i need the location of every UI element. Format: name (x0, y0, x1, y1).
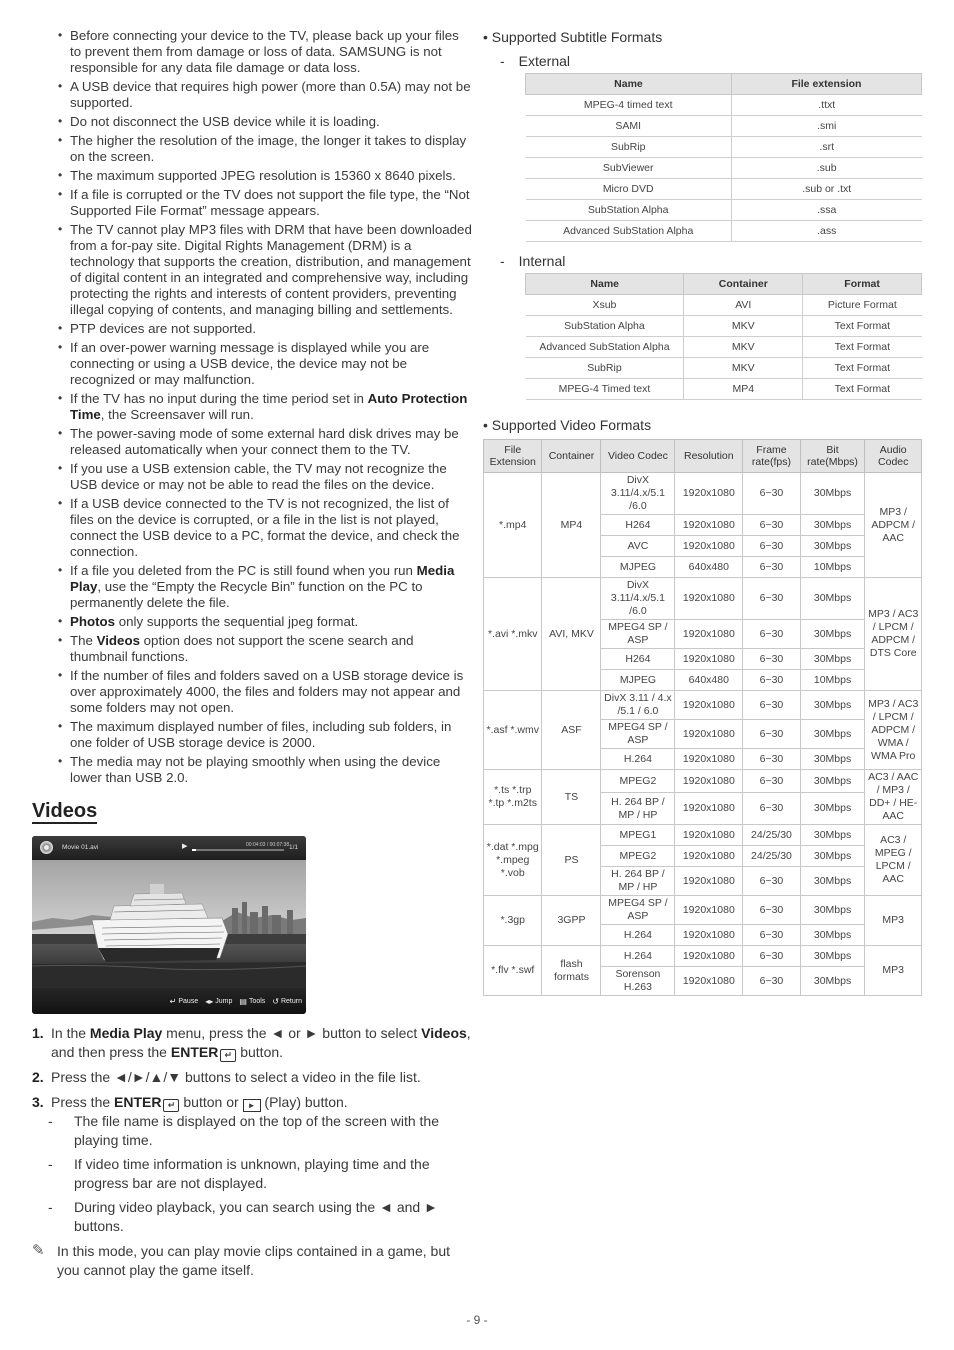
frame-rate-cell: 6~30 (743, 557, 800, 578)
enter-icon: ↵ (163, 1099, 179, 1112)
column-header: Resolution (675, 440, 743, 473)
table-cell: SubStation Alpha (526, 316, 684, 337)
table-cell: Text Format (803, 379, 922, 400)
frame-rate-cell: 24/25/30 (743, 825, 800, 846)
note-text: The maximum displayed number of files, including sub folders, in one folder of USB storage device is 2000. (70, 719, 452, 750)
video-codec-cell: MPEG4 SP / ASP (601, 720, 675, 749)
video-codec-cell: MPEG1 (601, 825, 675, 846)
table-row (526, 316, 922, 337)
bit-rate-cell: 30Mbps (800, 946, 865, 967)
table-cell: MPEG-4 Timed text (526, 379, 684, 400)
note-item (32, 28, 472, 76)
step-text: (Play) button. (260, 1094, 348, 1110)
note-text: If a USB device connected to the TV is not recognized, the list of files on the device is corrupted, or a file in the list is not played, connect the USB device to a PC, format the device, and check the connection. (70, 496, 460, 559)
video-codec-cell: MJPEG (601, 670, 675, 691)
note-item (32, 114, 472, 130)
video-codec-cell: MJPEG (601, 557, 675, 578)
table-cell: MKV (684, 316, 803, 337)
player-time: 00:04:03 / 00:07:38 (246, 842, 290, 848)
bit-rate-cell: 30Mbps (800, 649, 865, 670)
note-text: If the number of files and folders saved on a USB storage device is over approximately 4000, the files and folders may not appear and some folders may not open. (70, 668, 464, 715)
step-number: 3. (32, 1094, 44, 1110)
table-cell: Picture Format (803, 295, 922, 316)
note-item (32, 340, 472, 388)
note-text: The maximum supported JPEG resolution is 15360 x 8640 pixels. (70, 168, 456, 183)
table-cell: Text Format (803, 337, 922, 358)
column-header: Name (526, 74, 732, 95)
resolution-cell: 640x480 (675, 557, 743, 578)
table-cell: .sub (731, 158, 921, 179)
enter-button-name: ENTER (114, 1094, 162, 1110)
note-item (32, 222, 472, 318)
internal-subtitle-label: - Internal (500, 253, 566, 269)
table-cell: AVI (684, 295, 803, 316)
note-item (32, 719, 472, 751)
frame-rate-cell: 6~30 (743, 946, 800, 967)
frame-rate-cell: 6~30 (743, 670, 800, 691)
bit-rate-cell: 30Mbps (800, 578, 865, 620)
control-label: Jump (215, 997, 233, 1005)
resolution-cell: 1920x1080 (675, 691, 743, 720)
table-row (526, 137, 922, 158)
note-item (32, 754, 472, 786)
note-text: Do not disconnect the USB device while it is loading. (70, 114, 380, 129)
note-text: If the TV has no input during the time period set in (70, 391, 368, 406)
enter-icon: ↵ (220, 1049, 236, 1062)
video-codec-cell: H264 (601, 649, 675, 670)
bit-rate-cell: 30Mbps (800, 825, 865, 846)
player-controls-bar (32, 988, 306, 1014)
left-column (32, 28, 472, 1280)
detail-item: - During video playback, you can search using the ◄ and ► buttons. (51, 1198, 472, 1236)
column-header: Name (526, 274, 684, 295)
bit-rate-cell: 10Mbps (800, 670, 865, 691)
table-row (526, 158, 922, 179)
file-extension-cell: *.avi *.mkv (484, 578, 542, 691)
column-header: Container (542, 440, 601, 473)
note-item (32, 426, 472, 458)
video-player-screenshot (32, 836, 306, 1014)
note-item (32, 133, 472, 165)
table-cell: SubRip (526, 137, 732, 158)
note-text: The higher the resolution of the image, the longer it takes to display on the screen. (70, 133, 467, 164)
resolution-cell: 1920x1080 (675, 536, 743, 557)
player-top-bar (32, 836, 306, 860)
pencil-note-icon: ✎ (32, 1242, 45, 1259)
note-item (32, 187, 472, 219)
table-row (526, 295, 922, 316)
play-icon: ▶ (182, 843, 188, 850)
resolution-cell: 640x480 (675, 670, 743, 691)
bit-rate-cell: 10Mbps (800, 557, 865, 578)
table-cell: Text Format (803, 358, 922, 379)
bit-rate-cell: 30Mbps (800, 925, 865, 946)
table-cell: Micro DVD (526, 179, 732, 200)
container-cell: 3GPP (542, 896, 601, 946)
progress-bar (192, 849, 284, 851)
table-cell: .srt (731, 137, 921, 158)
video-codec-cell: DivX 3.11/4.x/5.1 /6.0 (601, 578, 675, 620)
menu-name: Media Play (89, 1025, 163, 1041)
table-row (526, 95, 922, 116)
note-text: PTP devices are not supported. (70, 321, 257, 336)
bit-rate-cell: 30Mbps (800, 846, 865, 867)
resolution-cell: 1920x1080 (675, 925, 743, 946)
table-row (526, 358, 922, 379)
video-codec-cell: MPEG4 SP / ASP (601, 896, 675, 925)
resolution-cell: 1920x1080 (675, 770, 743, 793)
note-item (32, 461, 472, 493)
video-formats-table (483, 439, 922, 996)
external-subtitle-table (525, 73, 922, 242)
note-bold-term: Videos (96, 633, 140, 648)
note-bold-term: Auto Protection Time (70, 391, 468, 422)
note-text: The (70, 633, 97, 648)
video-codec-cell: MPEG2 (601, 846, 675, 867)
step-3 (32, 1093, 472, 1236)
note-text: only supports the sequential jpeg format. (115, 614, 359, 629)
note-item (32, 614, 472, 630)
video-codec-cell: Sorenson H.263 (601, 967, 675, 996)
table-row (526, 116, 922, 137)
column-header: Frame rate(fps) (743, 440, 800, 473)
frame-rate-cell: 6~30 (743, 536, 800, 557)
frame-rate-cell: 6~30 (743, 691, 800, 720)
container-cell: PS (542, 825, 601, 896)
table-row (484, 896, 922, 925)
table-cell: .ass (731, 221, 921, 242)
table-cell: Advanced SubStation Alpha (526, 337, 684, 358)
step-2 (32, 1068, 472, 1087)
audio-codec-cell: MP3 / AC3 / LPCM / ADPCM / DTS Core (865, 578, 922, 691)
column-header: Video Codec (601, 440, 675, 473)
disc-icon (40, 841, 53, 854)
step-3-details (51, 1112, 472, 1236)
video-codec-cell: DivX 3.11 / 4.x /5.1 / 6.0 (601, 691, 675, 720)
video-codec-cell: H.264 (601, 946, 675, 967)
table-row (526, 221, 922, 242)
column-header: File Extension (484, 440, 542, 473)
internal-subtitle-table (525, 273, 922, 400)
resolution-cell: 1920x1080 (675, 515, 743, 536)
video-codec-cell: H.264 (601, 925, 675, 946)
bit-rate-cell: 30Mbps (800, 867, 865, 896)
bit-rate-cell: 30Mbps (800, 749, 865, 770)
file-extension-cell: *.flv *.swf (484, 946, 542, 996)
table-row (526, 337, 922, 358)
step-text: menu, press the ◄ or ► button to select (162, 1025, 422, 1041)
table-cell: Advanced SubStation Alpha (526, 221, 732, 242)
note-text: , use the “Empty the Recycle Bin” function on the PC to permanently delete the file. (70, 579, 423, 610)
table-cell: SAMI (526, 116, 732, 137)
step-text: In the (51, 1025, 90, 1041)
bit-rate-cell: 30Mbps (800, 967, 865, 996)
video-codec-cell: H. 264 BP / MP / HP (601, 867, 675, 896)
audio-codec-cell: MP3 / AC3 / LPCM / ADPCM / WMA / WMA Pro (865, 691, 922, 770)
step-text: Press the ◄/►/▲/▼ buttons to select a video in the file list. (51, 1069, 421, 1085)
bit-rate-cell: 30Mbps (800, 896, 865, 925)
audio-codec-cell: AC3 / MPEG / LPCM / AAC (865, 825, 922, 896)
container-cell: MP4 (542, 473, 601, 578)
note-item (32, 668, 472, 716)
usb-notes-list (32, 28, 472, 786)
resolution-cell: 1920x1080 (675, 967, 743, 996)
step-number: 2. (32, 1069, 44, 1085)
step-1 (32, 1024, 472, 1062)
subtitle-formats-title: • Supported Subtitle Formats (483, 29, 663, 45)
control-label: Pause (178, 997, 199, 1005)
table-row (526, 200, 922, 221)
bit-rate-cell: 30Mbps (800, 720, 865, 749)
frame-rate-cell: 6~30 (743, 867, 800, 896)
table-cell: MP4 (684, 379, 803, 400)
note-text: The TV cannot play MP3 files with DRM that have been downloaded from a for-pay site. Digital Rights Management (DRM) is a technology that supports the creation, distribution, and management of digital content in an integrated and comprehensive way, including protecting the rights and interests of content providers, preventing illegal copying of contents, and managing billing and settlements. (70, 222, 472, 317)
step-text: Press the (51, 1094, 115, 1110)
container-cell: ASF (542, 691, 601, 770)
frame-rate-cell: 6~30 (743, 925, 800, 946)
table-cell: MPEG-4 timed text (526, 95, 732, 116)
column-header: File extension (731, 74, 921, 95)
table-cell: .smi (731, 116, 921, 137)
table-cell: SubRip (526, 358, 684, 379)
table-cell: SubViewer (526, 158, 732, 179)
left-right-arrows-icon: ◂▸ (205, 996, 214, 1006)
internal-label-text: Internal (518, 253, 566, 269)
table-row (526, 179, 922, 200)
return-icon: ↺ (272, 996, 279, 1006)
note-text: If an over-power warning message is displayed while you are connecting or using a USB device, the device may not be recognized or may malfunction. (70, 340, 430, 387)
table-cell: .ssa (731, 200, 921, 221)
note-item (32, 633, 472, 665)
column-header: Format (803, 274, 922, 295)
file-extension-cell: *.3gp (484, 896, 542, 946)
frame-rate-cell: 6~30 (743, 967, 800, 996)
note-text: If a file is corrupted or the TV does not support the file type, the “Not Supported File Format” message appears. (70, 187, 470, 218)
table-row (484, 691, 922, 720)
file-extension-cell: *.dat *.mpg *.mpeg *.vob (484, 825, 542, 896)
player-control-pause (170, 997, 199, 1006)
table-cell: SubStation Alpha (526, 200, 732, 221)
table-cell: MKV (684, 358, 803, 379)
video-codec-cell: AVC (601, 536, 675, 557)
frame-rate-cell: 6~30 (743, 473, 800, 515)
play-button-icon: ► (243, 1099, 261, 1112)
frame-rate-cell: 6~30 (743, 578, 800, 620)
column-header: Audio Codec (865, 440, 922, 473)
cruise-ship-photo (32, 860, 306, 988)
note-item (32, 79, 472, 111)
player-control-return (272, 997, 302, 1006)
container-cell: flash formats (542, 946, 601, 996)
resolution-cell: 1920x1080 (675, 749, 743, 770)
resolution-cell: 1920x1080 (675, 825, 743, 846)
resolution-cell: 1920x1080 (675, 473, 743, 515)
bit-rate-cell: 30Mbps (800, 620, 865, 649)
table-cell: Text Format (803, 316, 922, 337)
videos-heading: Videos (32, 800, 98, 822)
bit-rate-cell: 30Mbps (800, 793, 865, 825)
video-codec-cell: DivX 3.11/4.x/5.1 /6.0 (601, 473, 675, 515)
resolution-cell: 1920x1080 (675, 846, 743, 867)
table-row (484, 946, 922, 967)
column-header: Bit rate(Mbps) (800, 440, 865, 473)
resolution-cell: 1920x1080 (675, 896, 743, 925)
frame-rate-cell: 6~30 (743, 896, 800, 925)
video-codec-cell: H. 264 BP / MP / HP (601, 793, 675, 825)
step-text: button or (179, 1094, 243, 1110)
note-item (32, 168, 472, 184)
table-row (484, 473, 922, 515)
player-file-count: 1/1 (289, 844, 299, 851)
column-header: Container (684, 274, 803, 295)
note-text: In this mode, you can play movie clips contained in a game, but you cannot play the game itself. (57, 1243, 450, 1278)
frame-rate-cell: 6~30 (743, 749, 800, 770)
note-text: The power-saving mode of some external hard disk drives may be released automatically when your connect them to the TV. (70, 426, 459, 457)
file-extension-cell: *.mp4 (484, 473, 542, 578)
resolution-cell: 1920x1080 (675, 793, 743, 825)
bit-rate-cell: 30Mbps (800, 691, 865, 720)
note-text: , the Screensaver will run. (100, 407, 254, 422)
step-number: 1. (32, 1025, 44, 1041)
table-cell: .ttxt (731, 95, 921, 116)
audio-codec-cell: MP3 / ADPCM / AAC (865, 473, 922, 578)
note-text: Before connecting your device to the TV, please back up your files to prevent them from damage or loss of data. SAMSUNG is not responsible for any data file damage or data loss. (70, 28, 459, 75)
frame-rate-cell: 6~30 (743, 720, 800, 749)
bit-rate-cell: 30Mbps (800, 536, 865, 557)
video-codec-cell: MPEG2 (601, 770, 675, 793)
table-cell: Xsub (526, 295, 684, 316)
table-row (484, 825, 922, 846)
player-file-name: Movie 01.avi (62, 844, 99, 851)
detail-item: - The file name is displayed on the top of the screen with the playing time. (51, 1112, 472, 1150)
note-item (32, 496, 472, 560)
container-cell: AVI, MKV (542, 578, 601, 691)
file-extension-cell: *.asf *.wmv (484, 691, 542, 770)
enter-button-name: ENTER (170, 1044, 219, 1060)
note-text: The media may not be playing smoothly when using the device lower than USB 2.0. (70, 754, 441, 785)
step-text: button. (236, 1044, 284, 1060)
detail-item: - If video time information is unknown, playing time and the progress bar are not displayed. (51, 1155, 472, 1193)
note-item (32, 391, 472, 423)
table-cell: .sub or .txt (731, 179, 921, 200)
bit-rate-cell: 30Mbps (800, 770, 865, 793)
note-text: A USB device that requires high power (more than 0.5A) may not be supported. (70, 79, 471, 110)
game-note (32, 1242, 472, 1280)
right-column (483, 28, 923, 996)
player-control-tools (239, 997, 265, 1006)
resolution-cell: 1920x1080 (675, 946, 743, 967)
file-extension-cell: *.ts *.trp *.tp *.m2ts (484, 770, 542, 825)
control-label: Return (280, 997, 302, 1005)
control-label: Tools (248, 997, 266, 1005)
step-text: , and then press the (51, 1025, 471, 1060)
frame-rate-cell: 6~30 (743, 649, 800, 670)
frame-rate-cell: 24/25/30 (743, 846, 800, 867)
note-text: If a file you deleted from the PC is still found when you run (70, 563, 417, 578)
audio-codec-cell: AC3 / AAC / MP3 / DD+ / HE-AAC (865, 770, 922, 825)
audio-codec-cell: MP3 (865, 946, 922, 996)
video-codec-cell: H264 (601, 515, 675, 536)
enter-icon: ↵ (169, 996, 177, 1006)
table-row (484, 578, 922, 620)
audio-codec-cell: MP3 (865, 896, 922, 946)
note-bold-term: Photos (70, 614, 116, 629)
video-codec-cell: MPEG4 SP / ASP (601, 620, 675, 649)
video-formats-title: • Supported Video Formats (483, 417, 652, 433)
bit-rate-cell: 30Mbps (800, 515, 865, 536)
frame-rate-cell: 6~30 (743, 770, 800, 793)
bit-rate-cell: 30Mbps (800, 473, 865, 515)
table-cell: MKV (684, 337, 803, 358)
tools-icon: ▤ (239, 996, 247, 1006)
resolution-cell: 1920x1080 (675, 578, 743, 620)
table-header-row (484, 440, 922, 473)
note-text: option does not support the scene search and thumbnail functions. (70, 633, 414, 664)
progress-fill (192, 849, 196, 851)
resolution-cell: 1920x1080 (675, 720, 743, 749)
frame-rate-cell: 6~30 (743, 515, 800, 536)
note-item (32, 563, 472, 611)
page-number: - 9 - (466, 1313, 488, 1327)
frame-rate-cell: 6~30 (743, 620, 800, 649)
note-item (32, 321, 472, 337)
note-bold-term: Media Play (70, 563, 455, 594)
video-steps (32, 1024, 472, 1236)
external-subtitle-label: - External (500, 53, 571, 69)
container-cell: TS (542, 770, 601, 825)
external-label-text: External (518, 53, 571, 69)
frame-rate-cell: 6~30 (743, 793, 800, 825)
table-header-row (526, 74, 922, 95)
table-row (526, 379, 922, 400)
resolution-cell: 1920x1080 (675, 620, 743, 649)
note-text: If you use a USB extension cable, the TV may not recognize the USB device or may not be able to read the files on the device. (70, 461, 447, 492)
resolution-cell: 1920x1080 (675, 867, 743, 896)
video-codec-cell: H.264 (601, 749, 675, 770)
table-header-row (526, 274, 922, 295)
option-name: Videos (421, 1025, 467, 1041)
player-control-jump (205, 997, 232, 1006)
table-row (484, 770, 922, 793)
resolution-cell: 1920x1080 (675, 649, 743, 670)
